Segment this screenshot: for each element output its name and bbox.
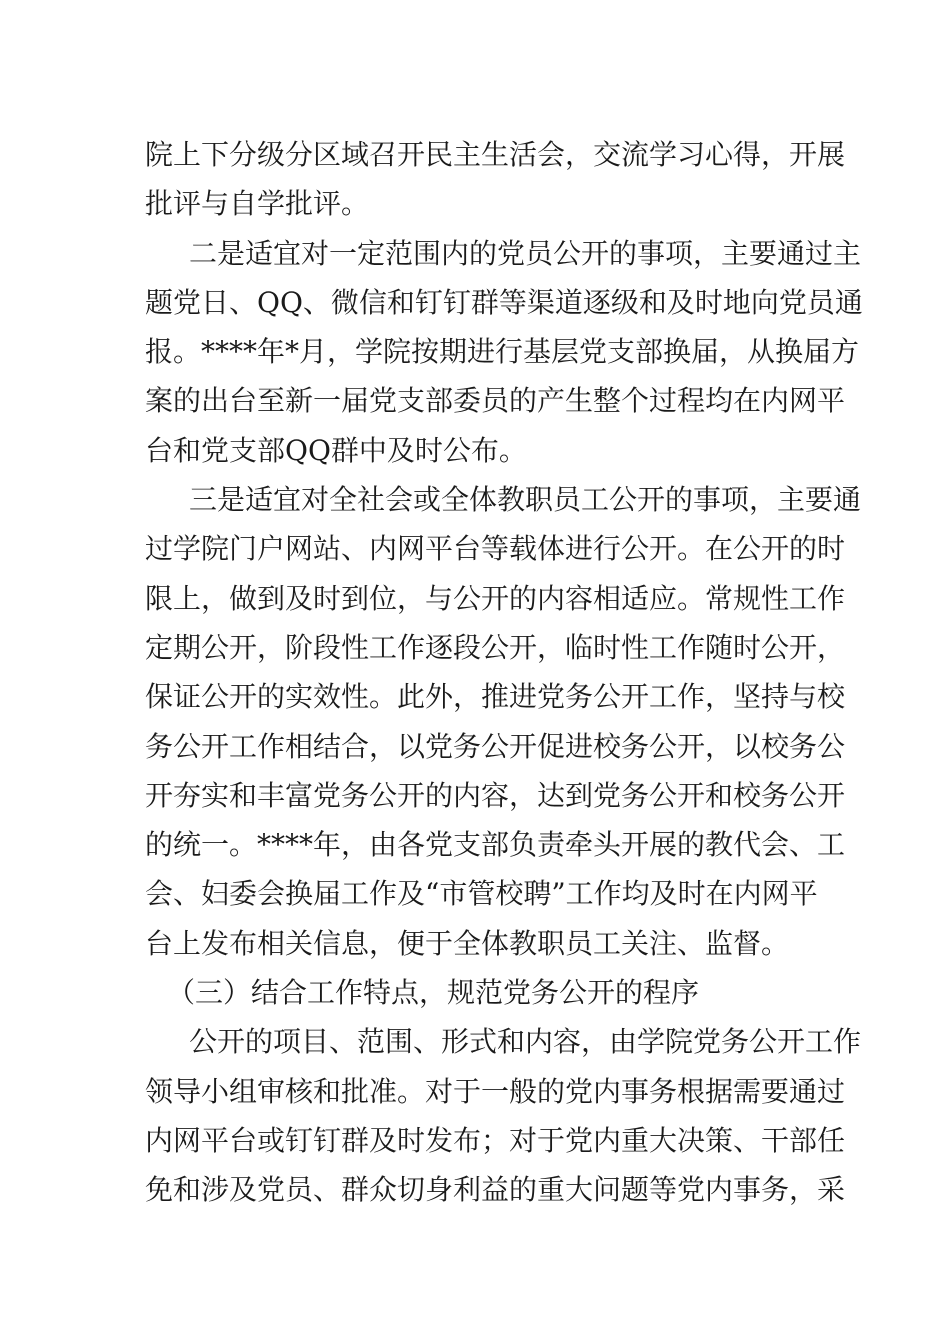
text-line: 定期公开，阶段性工作逐段公开，临时性工作随时公开， <box>145 630 846 664</box>
text-line: 保证公开的实效性。此外，推进党务公开工作，坚持与校 <box>145 680 846 714</box>
text-line: 台和党支部QQ群中及时公布。 <box>145 433 527 467</box>
text-line: 过学院门户网站、内网平台等载体进行公开。在公开的时 <box>145 532 846 566</box>
text-line: 题党日、QQ、微信和钉钉群等渠道逐级和及时地向党员通 <box>145 285 863 319</box>
text-line: 台上发布相关信息，便于全体教职员工关注、监督。 <box>145 926 790 960</box>
text-line: 限上，做到及时到位，与公开的内容相适应。常规性工作 <box>145 581 846 615</box>
paragraph-start: 二是适宜对一定范围内的党员公开的事项，主要通过主 <box>189 236 862 270</box>
text-line: 会、妇委会换届工作及“市管校聘”工作均及时在内网平 <box>145 877 818 911</box>
section-heading: （三）结合工作特点，规范党务公开的程序 <box>167 976 700 1010</box>
text-line: 批评与自学批评。 <box>145 187 370 221</box>
text-line: 的统一。****年，由各党支部负责牵头开展的教代会、工 <box>145 828 846 862</box>
text-line: 开夯实和丰富党务公开的内容，达到党务公开和校务公开 <box>145 778 846 812</box>
paragraph-start: 公开的项目、范围、形式和内容，由学院党务公开工作 <box>189 1025 862 1059</box>
paragraph-start: 三是适宜对全社会或全体教职员工公开的事项，主要通 <box>189 483 862 517</box>
text-line: 免和涉及党员、群众切身利益的重大问题等党内事务，采 <box>145 1173 846 1207</box>
text-line: 案的出台至新一届党支部委员的产生整个过程均在内网平 <box>145 384 846 418</box>
text-line: 领导小组审核和批准。对于一般的党内事务根据需要通过 <box>145 1074 846 1108</box>
text-line: 内网平台或钉钉群及时发布；对于党内重大决策、干部任 <box>145 1123 846 1157</box>
body-text <box>145 130 863 1215</box>
text-line: 院上下分级分区域召开民主生活会，交流学习心得，开展 <box>145 138 846 171</box>
text-line: 报。****年*月，学院按期进行基层党支部换届，从换届方 <box>145 335 860 369</box>
text-line: 务公开工作相结合，以党务公开促进校务公开，以校务公 <box>145 729 846 763</box>
